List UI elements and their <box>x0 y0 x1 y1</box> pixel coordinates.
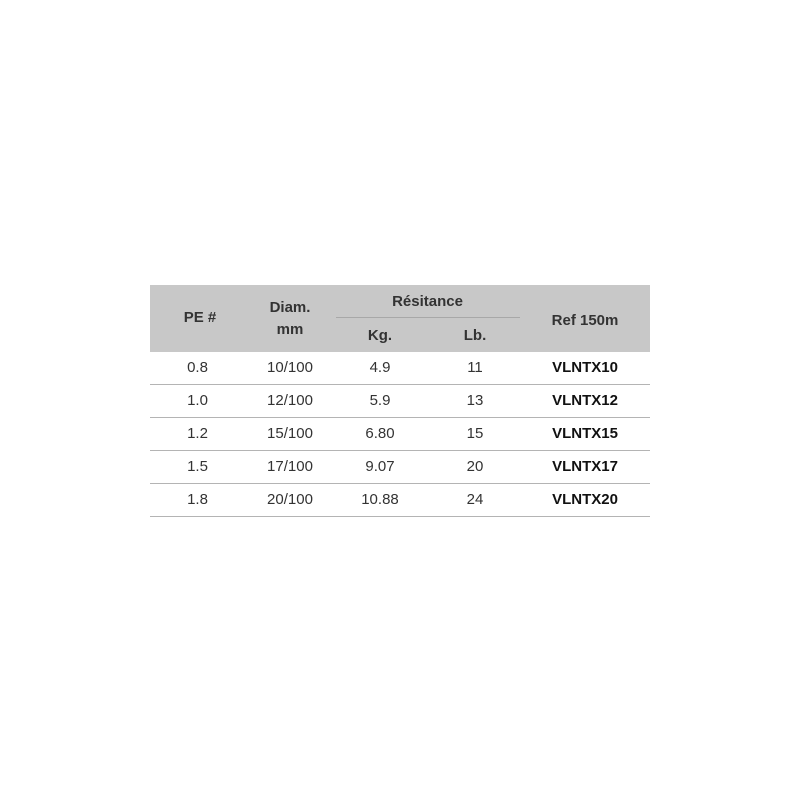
cell-pe: 0.8 <box>187 359 208 376</box>
header-ref: Ref 150m <box>551 312 619 329</box>
cell-kg: 5.9 <box>369 392 391 409</box>
table-row <box>150 418 650 451</box>
table-row <box>150 484 650 517</box>
cell-pe: 1.5 <box>187 458 208 475</box>
header-resistance-divider <box>336 317 520 318</box>
table-body <box>150 352 650 517</box>
cell-diameter: 12/100 <box>267 392 313 409</box>
cell-lb: 15 <box>466 425 484 442</box>
cell-ref: VLNTX12 <box>552 392 618 409</box>
spec-table <box>150 285 650 517</box>
header-diameter-label: Diam. <box>269 299 311 316</box>
cell-kg: 6.80 <box>365 425 395 442</box>
cell-lb: 20 <box>466 458 484 475</box>
table-header <box>150 285 650 352</box>
header-kg: Kg. <box>367 327 393 344</box>
cell-ref: VLNTX20 <box>552 491 618 508</box>
cell-lb: 24 <box>466 491 484 508</box>
header-lb: Lb. <box>463 327 487 344</box>
cell-diameter: 15/100 <box>267 425 313 442</box>
header-diameter-unit: mm <box>276 321 304 338</box>
cell-ref: VLNTX17 <box>552 458 618 475</box>
cell-diameter: 20/100 <box>267 491 313 508</box>
table-row <box>150 451 650 484</box>
header-resistance: Résitance <box>392 293 463 310</box>
header-diameter <box>250 297 330 341</box>
header-pe: PE # <box>183 309 217 326</box>
cell-ref: VLNTX10 <box>552 359 618 376</box>
cell-pe: 1.0 <box>187 392 208 409</box>
cell-kg: 10.88 <box>361 491 399 508</box>
table-row <box>150 385 650 418</box>
cell-pe: 1.8 <box>187 491 208 508</box>
cell-diameter: 10/100 <box>267 359 313 376</box>
cell-kg: 9.07 <box>365 458 395 475</box>
cell-kg: 4.9 <box>369 359 391 376</box>
cell-lb: 13 <box>466 392 484 409</box>
cell-pe: 1.2 <box>187 425 208 442</box>
cell-lb: 11 <box>467 359 483 376</box>
cell-ref: VLNTX15 <box>552 425 618 442</box>
cell-diameter: 17/100 <box>267 458 313 475</box>
table-row <box>150 352 650 385</box>
